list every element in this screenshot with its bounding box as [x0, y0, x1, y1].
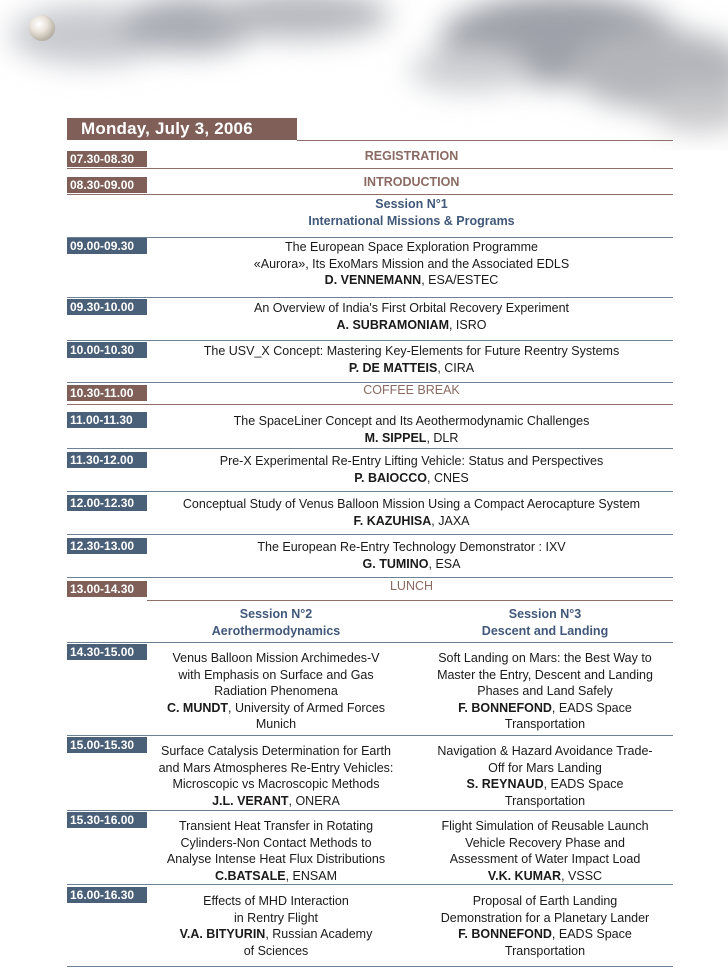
speaker-line: [150, 430, 673, 447]
speaker-line: [419, 868, 671, 885]
talk-title: Phases and Land Safely: [477, 684, 613, 698]
speaker-name: A. SUBRAMONIAM: [336, 317, 449, 332]
talk-entry: [150, 343, 673, 376]
talk-title: in Rentry Flight: [233, 910, 319, 925]
time-badge: 10.30-11.00: [67, 385, 147, 401]
schedule-label: [150, 382, 673, 399]
speaker-line: [419, 776, 671, 793]
talk-title: Conceptual Study of Venus Balloon Mission Using a Compact Aerocapture System: [182, 497, 641, 511]
speaker-name: V.A. BITYURIN: [179, 927, 266, 941]
speaker-line: [150, 700, 402, 717]
speaker-affiliation: , CIRA: [437, 360, 475, 375]
talk-entry-right: [419, 650, 671, 733]
talk-entry-left: [150, 818, 402, 884]
time-badge: 14.30-15.00: [67, 644, 147, 660]
divider-rule: [67, 297, 673, 298]
talk-title: Demonstration for a Planetary Lander: [440, 910, 650, 925]
talk-title: «Aurora», Its ExoMars Mission and the Associated EDLS: [253, 256, 570, 271]
planet-icon: [29, 15, 55, 41]
speaker-name: F. KAZUHISA: [353, 513, 432, 528]
speaker-name: D. VENNEMANN: [324, 273, 422, 287]
talk-title: Flight Simulation of Reusable Launch: [441, 819, 649, 833]
talk-entry: [150, 300, 673, 333]
divider-rule: [67, 884, 673, 885]
speaker-affiliation: , University of Armed Forces: [228, 700, 386, 715]
divider-rule: [67, 534, 673, 535]
speaker-affiliation: , ESA/ESTEC: [421, 273, 499, 287]
speaker-name: P. BAIOCCO: [354, 470, 427, 485]
schedule-label: [150, 174, 673, 191]
talk-title: The USV_X Concept: Mastering Key-Elements for Future Reentry Systems: [203, 344, 620, 358]
session-title: International Missions & Programs: [308, 213, 515, 228]
divider-rule: [297, 140, 673, 141]
date-header: Monday, July 3, 2006: [67, 118, 297, 140]
talk-entry: [150, 413, 673, 446]
speaker-name: F. BONNEFOND: [458, 927, 552, 941]
talk-title: Navigation & Hazard Avoidance Trade-: [437, 744, 653, 758]
time-badge: 16.00-16.30: [67, 887, 147, 903]
time-badge: 09.00-09.30: [67, 238, 147, 254]
time-badge: 12.00-12.30: [67, 495, 147, 511]
speaker-affiliation: , Russian Academy: [265, 927, 373, 941]
time-badge: 13.00-14.30: [67, 581, 147, 597]
speaker-name: S. REYNAUD: [466, 777, 544, 791]
speaker-affiliation: , DLR: [426, 430, 459, 445]
divider-rule: [67, 810, 673, 811]
speaker-line: [150, 868, 402, 885]
talk-title: and Mars Atmospheres Re-Entry Vehicles:: [158, 760, 394, 775]
affiliation-line: Transportation: [504, 717, 586, 731]
talk-title: Assessment of Water Impact Load: [449, 852, 641, 866]
speaker-affiliation: , ISRO: [448, 317, 487, 332]
talk-title: Transient Heat Transfer in Rotating: [178, 819, 374, 833]
time-badge: 09.30-10.00: [67, 299, 147, 315]
talk-title: An Overview of India's First Orbital Recovery Experiment: [254, 301, 569, 315]
speaker-name: V.K. KUMAR: [487, 868, 562, 883]
time-badge: 10.00-10.30: [67, 342, 147, 358]
speaker-line: [150, 556, 673, 573]
divider-rule: [67, 491, 673, 492]
talk-title: Venus Balloon Mission Archimedes-V: [172, 651, 380, 665]
speaker-line: [150, 360, 673, 377]
talk-entry-left: [150, 650, 402, 733]
divider-rule: [67, 168, 673, 169]
talk-title: The SpaceLiner Concept and Its Aeothermodynamic Challenges: [233, 414, 590, 428]
divider-rule: [67, 966, 673, 967]
speaker-affiliation: , JAXA: [431, 513, 470, 528]
affiliation-line: Transportation: [504, 793, 586, 808]
session-title: Session N°3: [508, 607, 582, 621]
talk-entry-right: [419, 743, 671, 809]
break-text: COFFEE BREAK: [363, 383, 460, 397]
divider-rule: [67, 642, 673, 643]
talk-title: Microscopic vs Macroscopic Methods: [172, 777, 380, 791]
time-badge: 08.30-09.00: [67, 177, 147, 193]
speaker-line: [150, 272, 673, 289]
speaker-line: [419, 700, 671, 717]
speaker-name: C.BATSALE: [214, 868, 286, 883]
talk-title: The European Re-Entry Technology Demonstrator : IXV: [257, 540, 566, 554]
talk-title: Cylinders-Non Contact Methods to: [180, 835, 372, 850]
speaker-affiliation: , CNES: [427, 470, 469, 485]
speaker-name: M. SIPPEL: [364, 430, 427, 445]
talk-entry-right: [419, 893, 671, 959]
schedule-label: [150, 578, 673, 595]
schedule-label: [150, 148, 673, 165]
session-title: Descent and Landing: [481, 623, 609, 638]
talk-entry-right: [419, 818, 671, 884]
talk-title: Off for Mars Landing: [488, 760, 602, 775]
divider-rule: [67, 404, 673, 405]
speaker-affiliation: , EADS Space: [543, 777, 624, 791]
talk-entry: [150, 539, 673, 572]
speaker-name: G. TUMINO: [362, 556, 429, 571]
time-badge: 15.30-16.00: [67, 812, 147, 828]
speaker-affiliation: , ENSAM: [285, 868, 337, 883]
break-text: LUNCH: [389, 579, 434, 593]
divider-rule: [67, 194, 673, 195]
session-title: Session N°2: [239, 607, 313, 621]
talk-title: The European Space Exploration Programme: [285, 240, 538, 254]
time-badge: 11.30-12.00: [67, 452, 147, 468]
affiliation-line: of Sciences: [243, 943, 309, 958]
speaker-affiliation: , EADS Space: [551, 927, 632, 941]
talk-title: Master the Entry, Descent and Landing: [437, 667, 653, 682]
label-text: INTRODUCTION: [363, 175, 460, 189]
affiliation-line: Transportation: [504, 943, 586, 958]
speaker-line: [150, 793, 402, 810]
talk-title: with Emphasis on Surface and Gas: [178, 667, 374, 682]
divider-rule: [67, 448, 673, 449]
time-badge: 11.00-11.30: [67, 412, 147, 428]
speaker-line: [150, 926, 402, 943]
talk-entry-left: [150, 743, 402, 809]
label-text: REGISTRATION: [364, 149, 459, 163]
speaker-line: [150, 513, 673, 530]
parallel-session-heading: [150, 606, 402, 639]
talk-entry: [150, 453, 673, 486]
speaker-line: [150, 317, 673, 334]
speaker-affiliation: , EADS Space: [551, 700, 632, 715]
talk-title: Pre-X Experimental Re-Entry Lifting Vehicle: Status and Perspectives: [219, 454, 604, 468]
talk-title: Radiation Phenomena: [214, 684, 338, 698]
talk-title: Proposal of Earth Landing: [472, 894, 618, 908]
session-heading: [150, 196, 673, 229]
speaker-name: F. BONNEFOND: [458, 700, 552, 715]
talk-entry-left: [150, 893, 402, 959]
talk-entry: [150, 239, 673, 289]
talk-title: Vehicle Recovery Phase and: [465, 835, 625, 850]
parallel-session-heading: [419, 606, 671, 639]
speaker-name: P. DE MATTEIS: [348, 360, 438, 375]
talk-entry: [150, 496, 673, 529]
speaker-line: [419, 926, 671, 943]
session-title: Aerothermodynamics: [211, 623, 341, 638]
divider-rule: [67, 340, 673, 341]
speaker-affiliation: , ESA: [428, 556, 461, 571]
divider-rule: [67, 237, 673, 238]
speaker-affiliation: , VSSC: [561, 868, 603, 883]
speaker-affiliation: , ONERA: [288, 793, 340, 808]
speaker-line: [150, 470, 673, 487]
affiliation-line: Munich: [255, 717, 297, 731]
divider-rule: [67, 735, 673, 736]
time-badge: 07.30-08.30: [67, 151, 147, 167]
divider-rule: [147, 600, 673, 601]
time-badge: 12.30-13.00: [67, 538, 147, 554]
session-title: Session N°1: [375, 197, 448, 211]
speaker-name: C. MUNDT: [166, 700, 229, 715]
talk-title: Analyse Intense Heat Flux Distributions: [166, 852, 386, 866]
time-badge: 15.00-15.30: [67, 737, 147, 753]
speaker-name: J.L. VERANT: [212, 793, 289, 808]
talk-title: Soft Landing on Mars: the Best Way to: [438, 651, 652, 665]
talk-title: Effects of MHD Interaction: [203, 894, 349, 908]
talk-title: Surface Catalysis Determination for Earth: [161, 744, 391, 758]
